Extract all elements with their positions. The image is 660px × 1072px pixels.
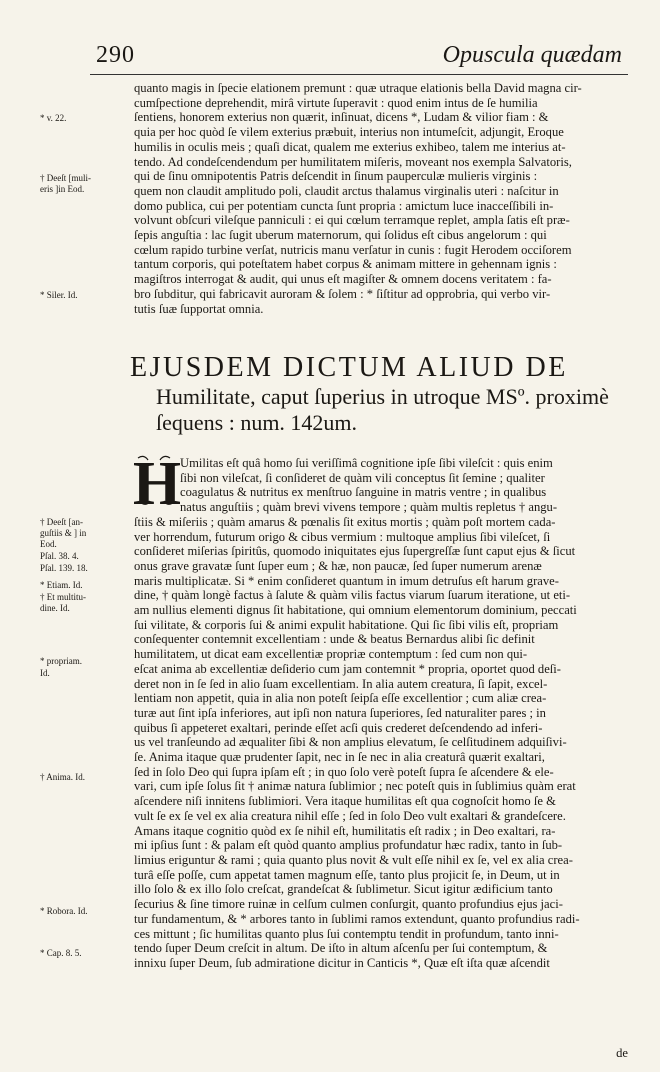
text-line: eſcat anima ab excellentiæ deſiderio cum jam contemnit * propria, oportet quod deſi- <box>134 661 561 676</box>
margin-note: † Et multitu- <box>40 592 86 602</box>
margin-note: * Siler. Id. <box>40 290 78 300</box>
margin-note: dine. Id. <box>40 603 70 613</box>
margin-note: † Deeſt [muli- <box>40 173 91 183</box>
margin-note: † Deeſt [an- <box>40 517 83 527</box>
text-line: bro ſubditur, qui fabricavit auroram & ſolem : * ſiſtitur ad opprobria, qui verbo vir- <box>134 286 551 301</box>
margin-note: eris ]in Eod. <box>40 184 85 194</box>
section-title <box>130 352 630 436</box>
text-line: ſepis anguſtia : lac ſugit uberum maternorum, qui ſolidus eſt cibus angelorum : qui <box>134 228 547 243</box>
body-paragraph-2 <box>134 456 628 971</box>
margin-note: * v. 22. <box>40 113 67 123</box>
text-line: illo ſolo & ex illo ſolo creſcat, grandeſcat & ſublimetur. Sicut igitur ædificium tanto <box>134 882 553 897</box>
page-header <box>90 36 628 72</box>
text-line: quibus ſi appeteret exaltari, perinde eſſet acſi quis crederet deſcendendo ad inferi- <box>134 720 543 735</box>
text-line: onus grave gravatæ ſunt ſuper eum ; & hæ, non paucæ, ſed ſuper numerum arenæ <box>134 558 542 573</box>
text-line: ſentiens, honorem exterius non quærit, inſinuat, dicens *, Ludam & vilior fiam : & <box>134 110 549 125</box>
text-line: Amans itaque cognitio quòd ex ſe nihil eſt, humilitatis eſt radix ; in Deo exaltari, ra- <box>134 823 556 838</box>
text-line: domo publica, cui per potentiam cuncta ſunt propria : amictum luce inacceſſibili in- <box>134 198 554 213</box>
margin-note: * Etiam. Id. <box>40 580 83 590</box>
running-title: Opuscula quædam <box>442 42 622 68</box>
margin-note: Eod. <box>40 539 57 549</box>
text-line: tur fundamentum, & * arbores tanto in ſublimi ramos extendunt, quanto profundius radi- <box>134 911 580 926</box>
text-line: humilitatem, ut dicat eam excellentiæ propriæ contemptum : ſed cum non qui- <box>134 647 528 662</box>
text-line: tendo. Ad condeſcendendum per humilitatem miſeris, moveant nos exempla Salvatoris, <box>134 154 572 169</box>
text-line: natus anguſtiis ; quàm brevi vivens tempore ; quàm multis repletus † angu- <box>180 500 558 515</box>
text-line: innixu ſuper Deum, ſub admiratione dicitur in Canticis *, Quæ eſt iſta quæ aſcendit <box>134 955 550 970</box>
catchword: de <box>616 1046 628 1060</box>
text-line: ſtiis & miſeriis ; quàm amarus & pœnalis ſit exitus mortis ; quàm poſt mortem cada- <box>134 514 556 529</box>
text-line: turæ aut ſint ipſa inferiores, aut ipſi non natura ſuperiores, ſed naturaliter pares ; in <box>134 705 546 720</box>
text-line: ſe. Anima itaque quæ prudenter ſapit, nec in ſe nec in alia creaturâ quærit exaltari, <box>134 750 545 765</box>
text-line: am nullius elementi dignus ſit habitatione, qui omnium elementorum dominium, peccati <box>134 603 577 618</box>
title-line-1: EJUSDEM DICTUM ALIUD DE <box>130 352 568 383</box>
text-line: conſequenter contemnit excellentiam : unde & beatus Bernardus alibi ſic definit <box>134 632 535 647</box>
margin-note: Pſal. 38. 4. <box>40 551 79 561</box>
header-rule <box>90 74 628 75</box>
text-line: tendo ſuper Deum creſcit in altum. De iſto in altum aſcenſu per ſui contemptum, & <box>134 941 548 956</box>
text-line: Umilitas eſt quâ homo ſui veriſſimâ cognitione ipſe ſibi vileſcit : quis enim <box>180 456 553 470</box>
text-line: turâ eſſe poſſe, cum appetat tamen magnum eſſe, tanto plus projicit ſe, in Deum, ut in <box>134 867 560 882</box>
margin-note: * Cap. 8. 5. <box>40 948 82 958</box>
text-line: tutis ſuæ ſupportat omnia. <box>134 301 264 316</box>
text-line: tantum corporis, qui poteſtatem habet corpus & animam mittere in gehennam ignis : <box>134 257 557 272</box>
page-number: 290 <box>96 42 135 68</box>
text-line: coagulatus & nutritus ex menſtruo ſanguine in matris ventre ; in qualibus <box>180 485 547 500</box>
text-line: humilis in oculis meis ; quaſi dicat, qualem me exterius exhibeo, talem me interius at- <box>134 139 566 154</box>
text-line: qui de ſinu omnipotentis Patris deſcendit in ſinum pauperculæ mulieris virginis : <box>134 169 538 184</box>
margin-note: † Anima. Id. <box>40 772 85 782</box>
text-line: cœlum rapido turbine verſat, nutricis manu verſatur in cunis : fugit Herodem occiſorem <box>134 242 572 257</box>
text-line: cumſpectione deprehendit, mirâ virtute ſuperavit : quod enim intus de ſe humilia <box>134 95 538 110</box>
text-line: maris multiplicatæ. Si * enim conſideret quantum in imum detruſus eſt harum grave- <box>134 573 559 588</box>
text-line: deret non in ſe ſed in alio ſuam excellentiam. In alia autem creatura, ſi ſapit, excel- <box>134 676 548 691</box>
text-line: ſed in ſolo Deo qui ſupra ipſam eſt ; in quo ſolo verè poteſt ſupra ſe aſcendere & ele- <box>134 764 554 779</box>
text-line: ſui vilitate, & corporis ſui & animi expulit habitatione. Qui ſic ſibi vilis eſt, propriam <box>134 617 559 632</box>
text-line: vari, cum ipſe ſolus ſit † animæ natura ſublimior ; nec poteſt quis in ſublimius quàm erat <box>134 779 576 794</box>
body-paragraph-1 <box>134 81 628 316</box>
margin-note: * Robora. Id. <box>40 906 88 916</box>
text-line: ver horrendum, futurum origo & cibus vermium : multoque amplius ſibi vileſcet, ſi <box>134 529 551 544</box>
margin-note: Pſal. 139. 18. <box>40 563 88 573</box>
text-line: aſcendere niſi innitens ſublimiori. Vera itaque humilitas eſt qua cognoſcit homo ſe & <box>134 794 556 809</box>
text-line: volvunt obſcuri vileſque panniculi : ei qui cœlum terramque replet, ampla ſatis eſt præ- <box>134 213 570 228</box>
text-line: us vel tranſeundo ad æqualiter ſibi & non amplius elevatum, ſe celſitudinem adquiſivi- <box>134 735 567 750</box>
margin-note: * propriam. <box>40 656 82 666</box>
text-line: vult ſe ex ſe vel ex alia creatura nihil eſſe ; ſed in ſolo Deo vult exaltari & grandeſcere. <box>134 808 566 823</box>
text-line: magiſtros interrogat & audit, qui unus eſt magiſter & omnem docens veritatem : fa- <box>134 272 552 287</box>
text-line: quia per hoc quòd ſe vilem exterius præbuit, interius non intumeſcit, adjungit, Eroque <box>134 125 564 140</box>
text-line: quem non claudit amplitudo poli, claudit arctus thalamus virginalis uteri : naſcitur in <box>134 183 559 198</box>
text-line: limius eriguntur & rami ; quia quanto plus novit & vult eſſe nihil ex ſe, vel ex alia crea- <box>134 852 573 867</box>
drop-cap-letter: H <box>134 452 180 510</box>
margin-note: guſtiis & ] in <box>40 528 87 538</box>
text-line: conſideret miſerias ſpiritûs, quomodo iniquitates ejus ſupergreſſæ ſunt caput ejus & ſicut <box>134 544 576 559</box>
text-line: dine, † quàm longè factus à ſalute & quàm vilis factus viarum ſuarum iteratione, ut eti- <box>134 588 571 603</box>
text-line: ſecurius & ſine timore ruinæ in celſum culmen conſurgit, quanto profundius ejus jaci- <box>134 897 563 912</box>
margin-note: Id. <box>40 668 50 678</box>
text-line: mi ipſius ſunt : & palam eſt quòd quanto amplius profundatur hæc radix, tanto in ſub- <box>134 838 563 853</box>
text-line: ces mittunt ; ſic humilitas quanto plus ſui contemptu tendit in profundum, tanto inni- <box>134 926 559 941</box>
title-line-2: Humilitate, caput ſuperius in utroque MSº. proximè <box>156 384 609 409</box>
text-line: quanto magis in ſpecie elationem premunt : quæ utraque elationis bella David magna cir- <box>134 81 582 95</box>
text-line: ſibi non vileſcat, ſi conſideret de quàm vili conceptus ſit ſemine ; qualiter <box>180 470 545 485</box>
title-line-3: ſequens : num. 142um. <box>156 410 358 435</box>
text-line: lentiam non appetit, quia in alia non poteſt ſeipſa eſſe excellentior ; cum aliæ crea- <box>134 691 547 706</box>
